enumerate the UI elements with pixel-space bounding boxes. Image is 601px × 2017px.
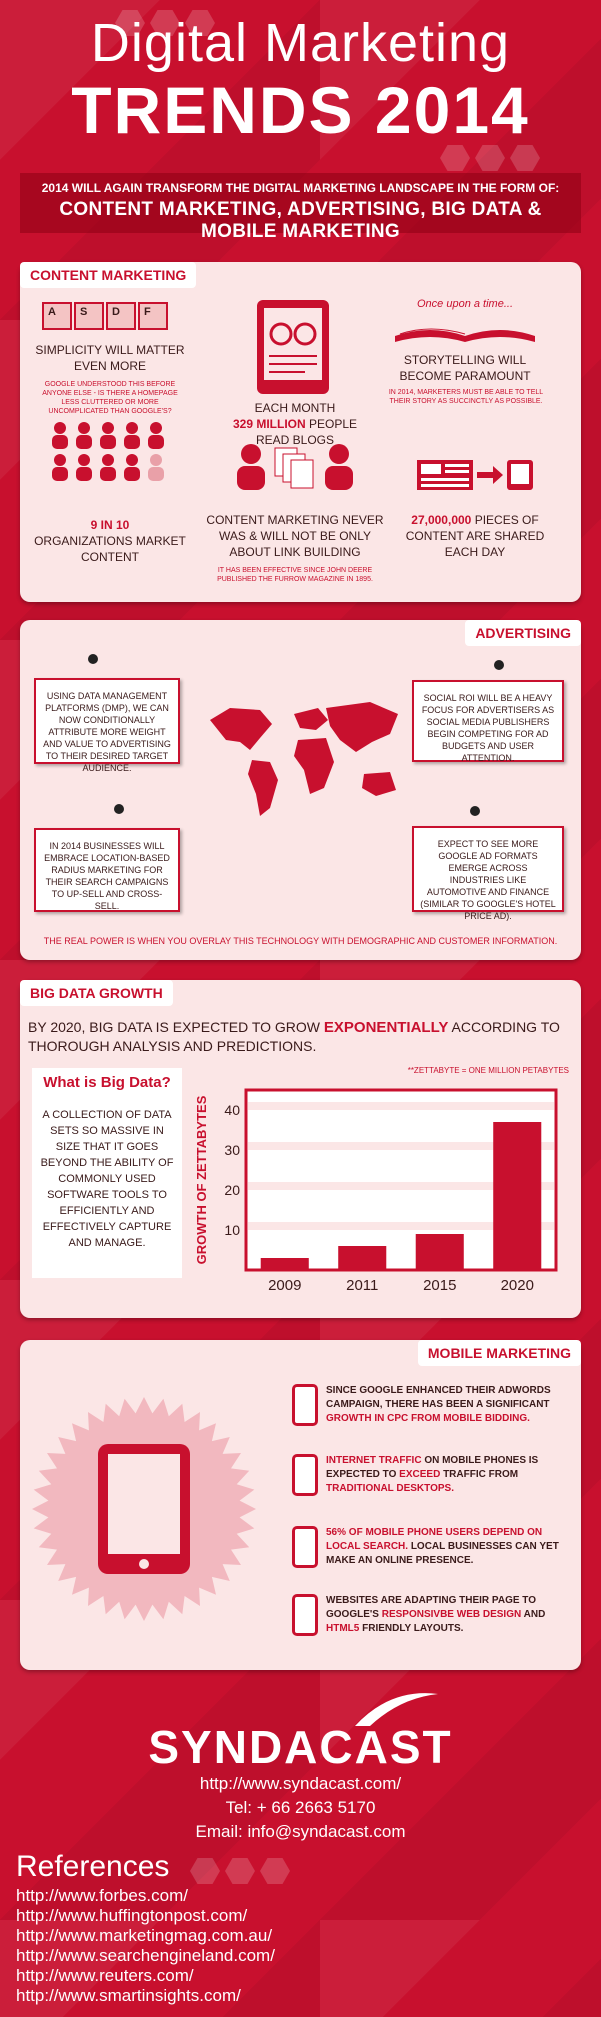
mobile-point-1 xyxy=(326,1384,571,1426)
ad-note-dmp: USING DATA MANAGEMENT PLATFORMS (DMP), WE CAN NOW CONDITIONALLY ATTRIBUTE MORE WEIGHT AND VALUE TO ADVERTISING TO THEIR DESIRED TARGET AUDIENCE. xyxy=(34,678,180,764)
intro-line1: 2014 WILL AGAIN TRANSFORM THE DIGITAL MARKETING LANDSCAPE IN THE FORM OF: xyxy=(41,181,560,195)
advertising-tag: ADVERTISING xyxy=(465,620,581,646)
zettabyte-footnote: **ZETTABYTE = ONE MILLION PETABYTES xyxy=(407,1066,569,1075)
mobile-point-3 xyxy=(326,1526,571,1568)
key-a: A xyxy=(42,302,72,330)
mobile-marketing-panel xyxy=(20,1340,581,1670)
blogs-number: 329 MILLION xyxy=(232,417,306,431)
blogs-line-a: EACH MONTH xyxy=(254,401,336,415)
brand-logo: SYNDACAST xyxy=(148,1721,453,1773)
x-tick-label: 2020 xyxy=(500,1277,534,1294)
phone-icon xyxy=(292,1384,318,1426)
p4c: AND xyxy=(523,1609,546,1620)
world-map-icon xyxy=(200,690,410,840)
p1a: SINCE GOOGLE ENHANCED THEIR ADWORDS CAMPAIGN, THERE HAS BEEN A SIGNIFICANT xyxy=(326,1385,551,1410)
bar-2015 xyxy=(416,1234,464,1270)
phone-icon xyxy=(292,1526,318,1568)
bar-2009 xyxy=(261,1258,309,1270)
p4b: RESPONSIVBE WEB DESIGN xyxy=(381,1609,522,1620)
p1b: GROWTH IN CPC FROM MOBILE BIDDING. xyxy=(326,1413,530,1424)
orgs-text: ORGANIZATIONS MARKET CONTENT xyxy=(34,534,186,564)
pin-icon xyxy=(494,660,504,670)
shared-stat xyxy=(395,512,555,560)
bar-2020 xyxy=(493,1122,541,1270)
simplicity-note: GOOGLE UNDERSTOOD THIS BEFORE ANYONE ELSE - IS THERE A HOMEPAGE LESS CLUTTERED OR MORE UNCOMPLICATED THAN GOOGLE'S? xyxy=(42,381,178,415)
y-tick-label: 10 xyxy=(224,1222,240,1238)
orgs-number: 9 IN 10 xyxy=(90,518,130,532)
what-title: What is Big Data? xyxy=(43,1074,171,1091)
p4a: WEBSITES ARE ADAPTING THEIR PAGE TO GOOGLE'S xyxy=(326,1595,537,1620)
phone-icon xyxy=(292,1594,318,1636)
people-group-icon xyxy=(48,420,168,484)
footer-email[interactable]: Email: info@syndacast.com xyxy=(195,1822,406,1841)
reference-link[interactable]: http://www.searchengineland.com/ xyxy=(16,1946,275,1965)
p2c: EXCEED xyxy=(399,1469,441,1480)
key-s: S xyxy=(74,302,104,330)
phone-icon xyxy=(292,1454,318,1496)
what-text: A COLLECTION OF DATA SETS SO MASSIVE IN SIZE THAT IT GOES BEYOND THE ABILITY OF COMMONLY USED SOFTWARE TOOLS TO EFFICIENTLY AND EFFECTIVELY CAPTURE AND MANAGE. xyxy=(40,1109,174,1249)
blogs-line-d: READ BLOGS xyxy=(255,433,335,447)
open-book-icon xyxy=(390,306,540,346)
p2d: TRAFFIC FROM xyxy=(443,1469,519,1480)
content-marketing-panel xyxy=(20,262,581,602)
pin-icon xyxy=(114,804,124,814)
big-data-lead xyxy=(28,1018,573,1056)
x-tick-label: 2011 xyxy=(346,1277,379,1294)
lead-c: ACCORDING TO THOROUGH ANALYSIS AND PREDICTIONS. xyxy=(28,1019,560,1054)
p2a: INTERNET TRAFFIC xyxy=(326,1455,422,1466)
ad-note-location: IN 2014 BUSINESSES WILL EMBRACE LOCATION-BASED RADIUS MARKETING FOR THEIR SEARCH CAMPAIGNS TO UP-SELL AND CROSS-SELL. xyxy=(34,828,180,912)
content-marketing-tag: CONTENT MARKETING xyxy=(20,262,196,288)
title-line1: Digital Marketing xyxy=(90,13,511,73)
story-title: STORYTELLING WILL BECOME PARAMOUNT xyxy=(399,353,531,383)
p4d: HTML5 xyxy=(326,1623,360,1634)
what-is-big-data-box xyxy=(32,1068,182,1278)
big-data-tag: BIG DATA GROWTH xyxy=(20,980,173,1006)
story-label: Once upon a time... xyxy=(417,298,513,310)
ad-note-google-ads: EXPECT TO SEE MORE GOOGLE AD FORMATS EMERGE ACROSS INDUSTRIES LIKE AUTOMOTIVE AND FINANCE (SIMILAR TO GOOGLE'S HOTEL PRICE AD). xyxy=(412,826,564,912)
big-data-chart xyxy=(190,1078,570,1303)
key-f: F xyxy=(138,302,168,330)
footer-tel: Tel: + 66 2663 5170 xyxy=(225,1798,376,1817)
mobile-marketing-tag: MOBILE MARKETING xyxy=(418,1340,581,1366)
big-data-panel xyxy=(20,980,581,1318)
tablet-reading-icon xyxy=(255,298,331,398)
orgs-stat xyxy=(30,517,190,565)
x-tick-label: 2009 xyxy=(268,1277,302,1294)
intro-line2: CONTENT MARKETING, ADVERTISING, BIG DATA & MOBILE MARKETING xyxy=(59,199,542,242)
content-shared-icon xyxy=(415,458,535,492)
link-building-note: IT HAS BEEN EFFECTIVE SINCE JOHN DEERE PUBLISHED THE FURROW MAGAZINE IN 1895. xyxy=(217,567,373,583)
y-tick-label: 20 xyxy=(224,1182,240,1198)
reference-link[interactable]: http://www.forbes.com/ xyxy=(16,1886,188,1905)
advertising-panel xyxy=(20,620,581,960)
p3b: LOCAL BUSINESSES CAN YET MAKE AN ONLINE PRESENCE. xyxy=(326,1541,559,1566)
mobile-point-4 xyxy=(326,1594,571,1636)
y-axis-label: GROWTH OF ZETTABYTES xyxy=(194,1095,209,1265)
advertising-footer: THE REAL POWER IS WHEN YOU OVERLAY THIS TECHNOLOGY WITH DEMOGRAPHIC AND CUSTOMER INFORMATION. xyxy=(43,936,558,946)
y-tick-label: 40 xyxy=(224,1102,240,1118)
intro-banner xyxy=(20,173,581,242)
p3a: 56% OF MOBILE PHONE USERS DEPEND ON LOCAL SEARCH. xyxy=(326,1527,543,1552)
shared-text: PIECES OF CONTENT ARE SHARED EACH DAY xyxy=(405,513,545,559)
story-note: IN 2014, MARKETERS MUST BE ABLE TO TELL THEIR STORY AS SUCCINCTLY AS POSSIBLE. xyxy=(388,389,544,405)
simplicity-title: SIMPLICITY WILL MATTER EVEN MORE xyxy=(35,343,185,373)
reference-link[interactable]: http://www.huffingtonpost.com/ xyxy=(16,1906,248,1925)
y-tick-label: 30 xyxy=(224,1142,240,1158)
p4e: FRIENDLY LAYOUTS. xyxy=(362,1623,464,1634)
p2b: ON MOBILE PHONES IS EXPECTED TO xyxy=(326,1455,539,1480)
references-title: References xyxy=(16,1850,170,1883)
shared-number: 27,000,000 xyxy=(411,513,472,527)
reference-link[interactable]: http://www.smartinsights.com/ xyxy=(16,1986,241,2005)
p2e: TRADITIONAL DESKTOPS. xyxy=(326,1483,454,1494)
x-tick-label: 2015 xyxy=(423,1277,457,1294)
reference-link[interactable]: http://www.reuters.com/ xyxy=(16,1966,194,1985)
lead-exponentially: EXPONENTIALLY xyxy=(323,1019,449,1036)
footer-url[interactable]: http://www.syndacast.com/ xyxy=(199,1774,402,1793)
pin-icon xyxy=(88,654,98,664)
mobile-point-2 xyxy=(326,1454,571,1496)
content-sharing-icon xyxy=(235,442,355,492)
reference-link[interactable]: http://www.marketingmag.com.au/ xyxy=(16,1926,273,1945)
tablet-starburst-icon xyxy=(24,1394,264,1624)
bar-2011 xyxy=(338,1246,386,1270)
pin-icon xyxy=(470,806,480,816)
title-line2: TRENDS 2014 xyxy=(71,73,530,147)
chart-grid-band xyxy=(248,1102,554,1110)
lead-a: BY 2020, BIG DATA IS EXPECTED TO GROW xyxy=(28,1019,321,1035)
ad-note-social-roi: SOCIAL ROI WILL BE A HEAVY FOCUS FOR ADVERTISERS AS SOCIAL MEDIA PUBLISHERS BEGIN COMPETING FOR AD BUDGETS AND USER ATTENTION. xyxy=(412,680,564,762)
logo-swoosh-icon xyxy=(350,1688,440,1728)
link-building-title: CONTENT MARKETING NEVER WAS & WILL NOT BE ONLY ABOUT LINK BUILDING xyxy=(206,513,384,559)
blogs-stat xyxy=(215,400,375,448)
blogs-line-c: PEOPLE xyxy=(309,417,358,431)
key-d: D xyxy=(106,302,136,330)
